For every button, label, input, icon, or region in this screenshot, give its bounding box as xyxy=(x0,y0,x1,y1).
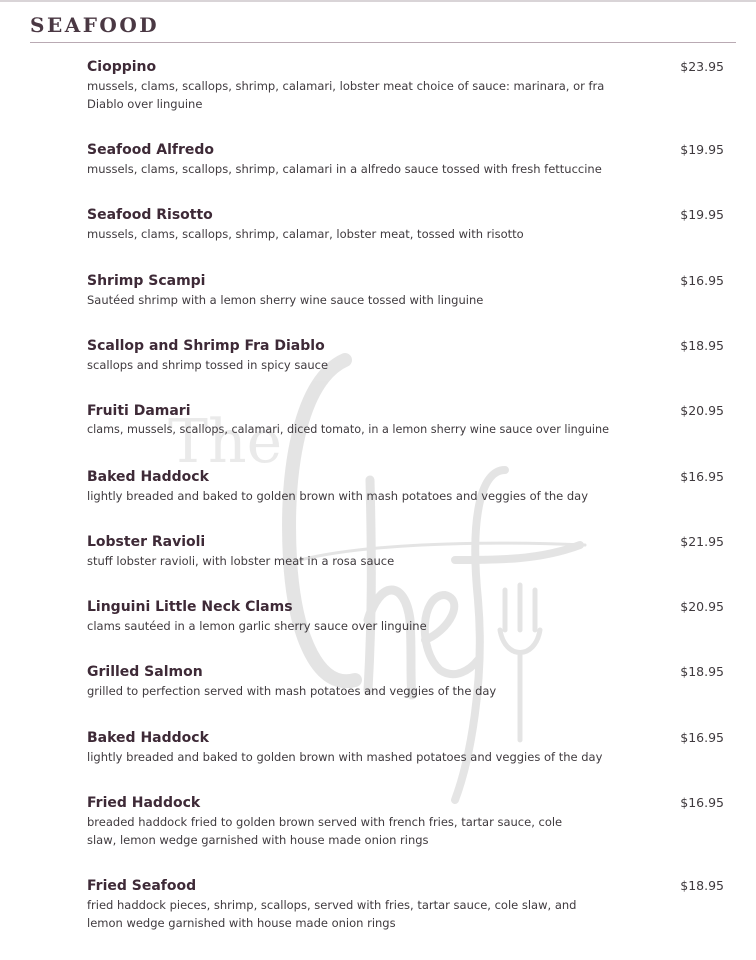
menu-item xyxy=(87,141,727,178)
item-price: $23.95 xyxy=(680,59,724,74)
item-description: mussels, clams, scallops, shrimp, calamar, lobster meat, tossed with risotto xyxy=(87,227,524,241)
item-name: Seafood Risotto xyxy=(87,207,213,223)
item-description: mussels, clams, scallops, shrimp, calamari in a alfredo sauce tossed with fresh fettuccine xyxy=(87,162,602,176)
menu-item xyxy=(87,58,727,113)
item-name: Cioppino xyxy=(87,59,157,75)
item-price: $18.95 xyxy=(680,878,724,893)
item-price: $16.95 xyxy=(680,730,724,745)
item-name: Scallop and Shrimp Fra Diablo xyxy=(87,338,325,354)
item-description: stuff lobster ravioli, with lobster meat in a rosa sauce xyxy=(87,554,395,568)
item-name: Fruiti Damari xyxy=(87,403,191,419)
item-name: Fried Seafood xyxy=(87,878,197,894)
item-description: grilled to perfection served with mash potatoes and veggies of the day xyxy=(87,684,497,698)
item-price: $19.95 xyxy=(680,207,724,222)
section-title: SEAFOOD xyxy=(30,13,160,37)
item-description: Sautéed shrimp with a lemon sherry wine sauce tossed with linguine xyxy=(87,293,484,307)
item-description: lightly breaded and baked to golden brown with mash potatoes and veggies of the day xyxy=(87,489,589,503)
menu-item xyxy=(87,402,727,439)
item-name: Linguini Little Neck Clams xyxy=(87,599,293,615)
item-name: Seafood Alfredo xyxy=(87,142,215,158)
item-name: Baked Haddock xyxy=(87,469,209,485)
item-price: $21.95 xyxy=(680,534,724,549)
menu-item xyxy=(87,206,727,243)
item-name: Lobster Ravioli xyxy=(87,534,206,550)
item-description: breaded haddock fried to golden brown served with french fries, tartar sauce, cole slaw, lemon wedge garnished with house made onion rings xyxy=(87,815,563,847)
item-description: fried haddock pieces, shrimp, scallops, served with fries, tartar sauce, cole slaw, and lemon wedge garnished with house made onion rings xyxy=(87,898,577,930)
item-description: clams, mussels, scallops, calamari, diced tomato, in a lemon sherry wine sauce over linguine xyxy=(87,423,610,436)
menu-item xyxy=(87,663,727,700)
item-price: $16.95 xyxy=(680,469,724,484)
item-name: Grilled Salmon xyxy=(87,664,203,680)
item-description: mussels, clams, scallops, shrimp, calamari, lobster meat choice of sauce: marinara, or fra Diablo over linguine xyxy=(87,79,605,111)
item-price: $20.95 xyxy=(680,599,724,614)
item-name: Shrimp Scampi xyxy=(87,273,206,289)
menu-item xyxy=(87,598,727,635)
item-name: Fried Haddock xyxy=(87,795,201,811)
menu-item xyxy=(87,468,727,505)
item-price: $18.95 xyxy=(680,338,724,353)
item-description: lightly breaded and baked to golden brown with mashed potatoes and veggies of the day xyxy=(87,750,603,764)
menu-item xyxy=(87,533,727,570)
item-name: Baked Haddock xyxy=(87,730,209,746)
item-description: scallops and shrimp tossed in spicy sauce xyxy=(87,358,329,372)
menu-item xyxy=(87,337,727,374)
item-description: clams sautéed in a lemon garlic sherry sauce over linguine xyxy=(87,619,427,633)
menu-item xyxy=(87,272,727,309)
menu-item xyxy=(87,729,727,766)
item-price: $19.95 xyxy=(680,142,724,157)
menu-item xyxy=(87,877,727,932)
watermark-the-text: The xyxy=(168,407,283,477)
item-price: $16.95 xyxy=(680,273,724,288)
item-price: $18.95 xyxy=(680,664,724,679)
item-price: $20.95 xyxy=(680,403,724,418)
menu-item xyxy=(87,794,727,849)
item-price: $16.95 xyxy=(680,795,724,810)
